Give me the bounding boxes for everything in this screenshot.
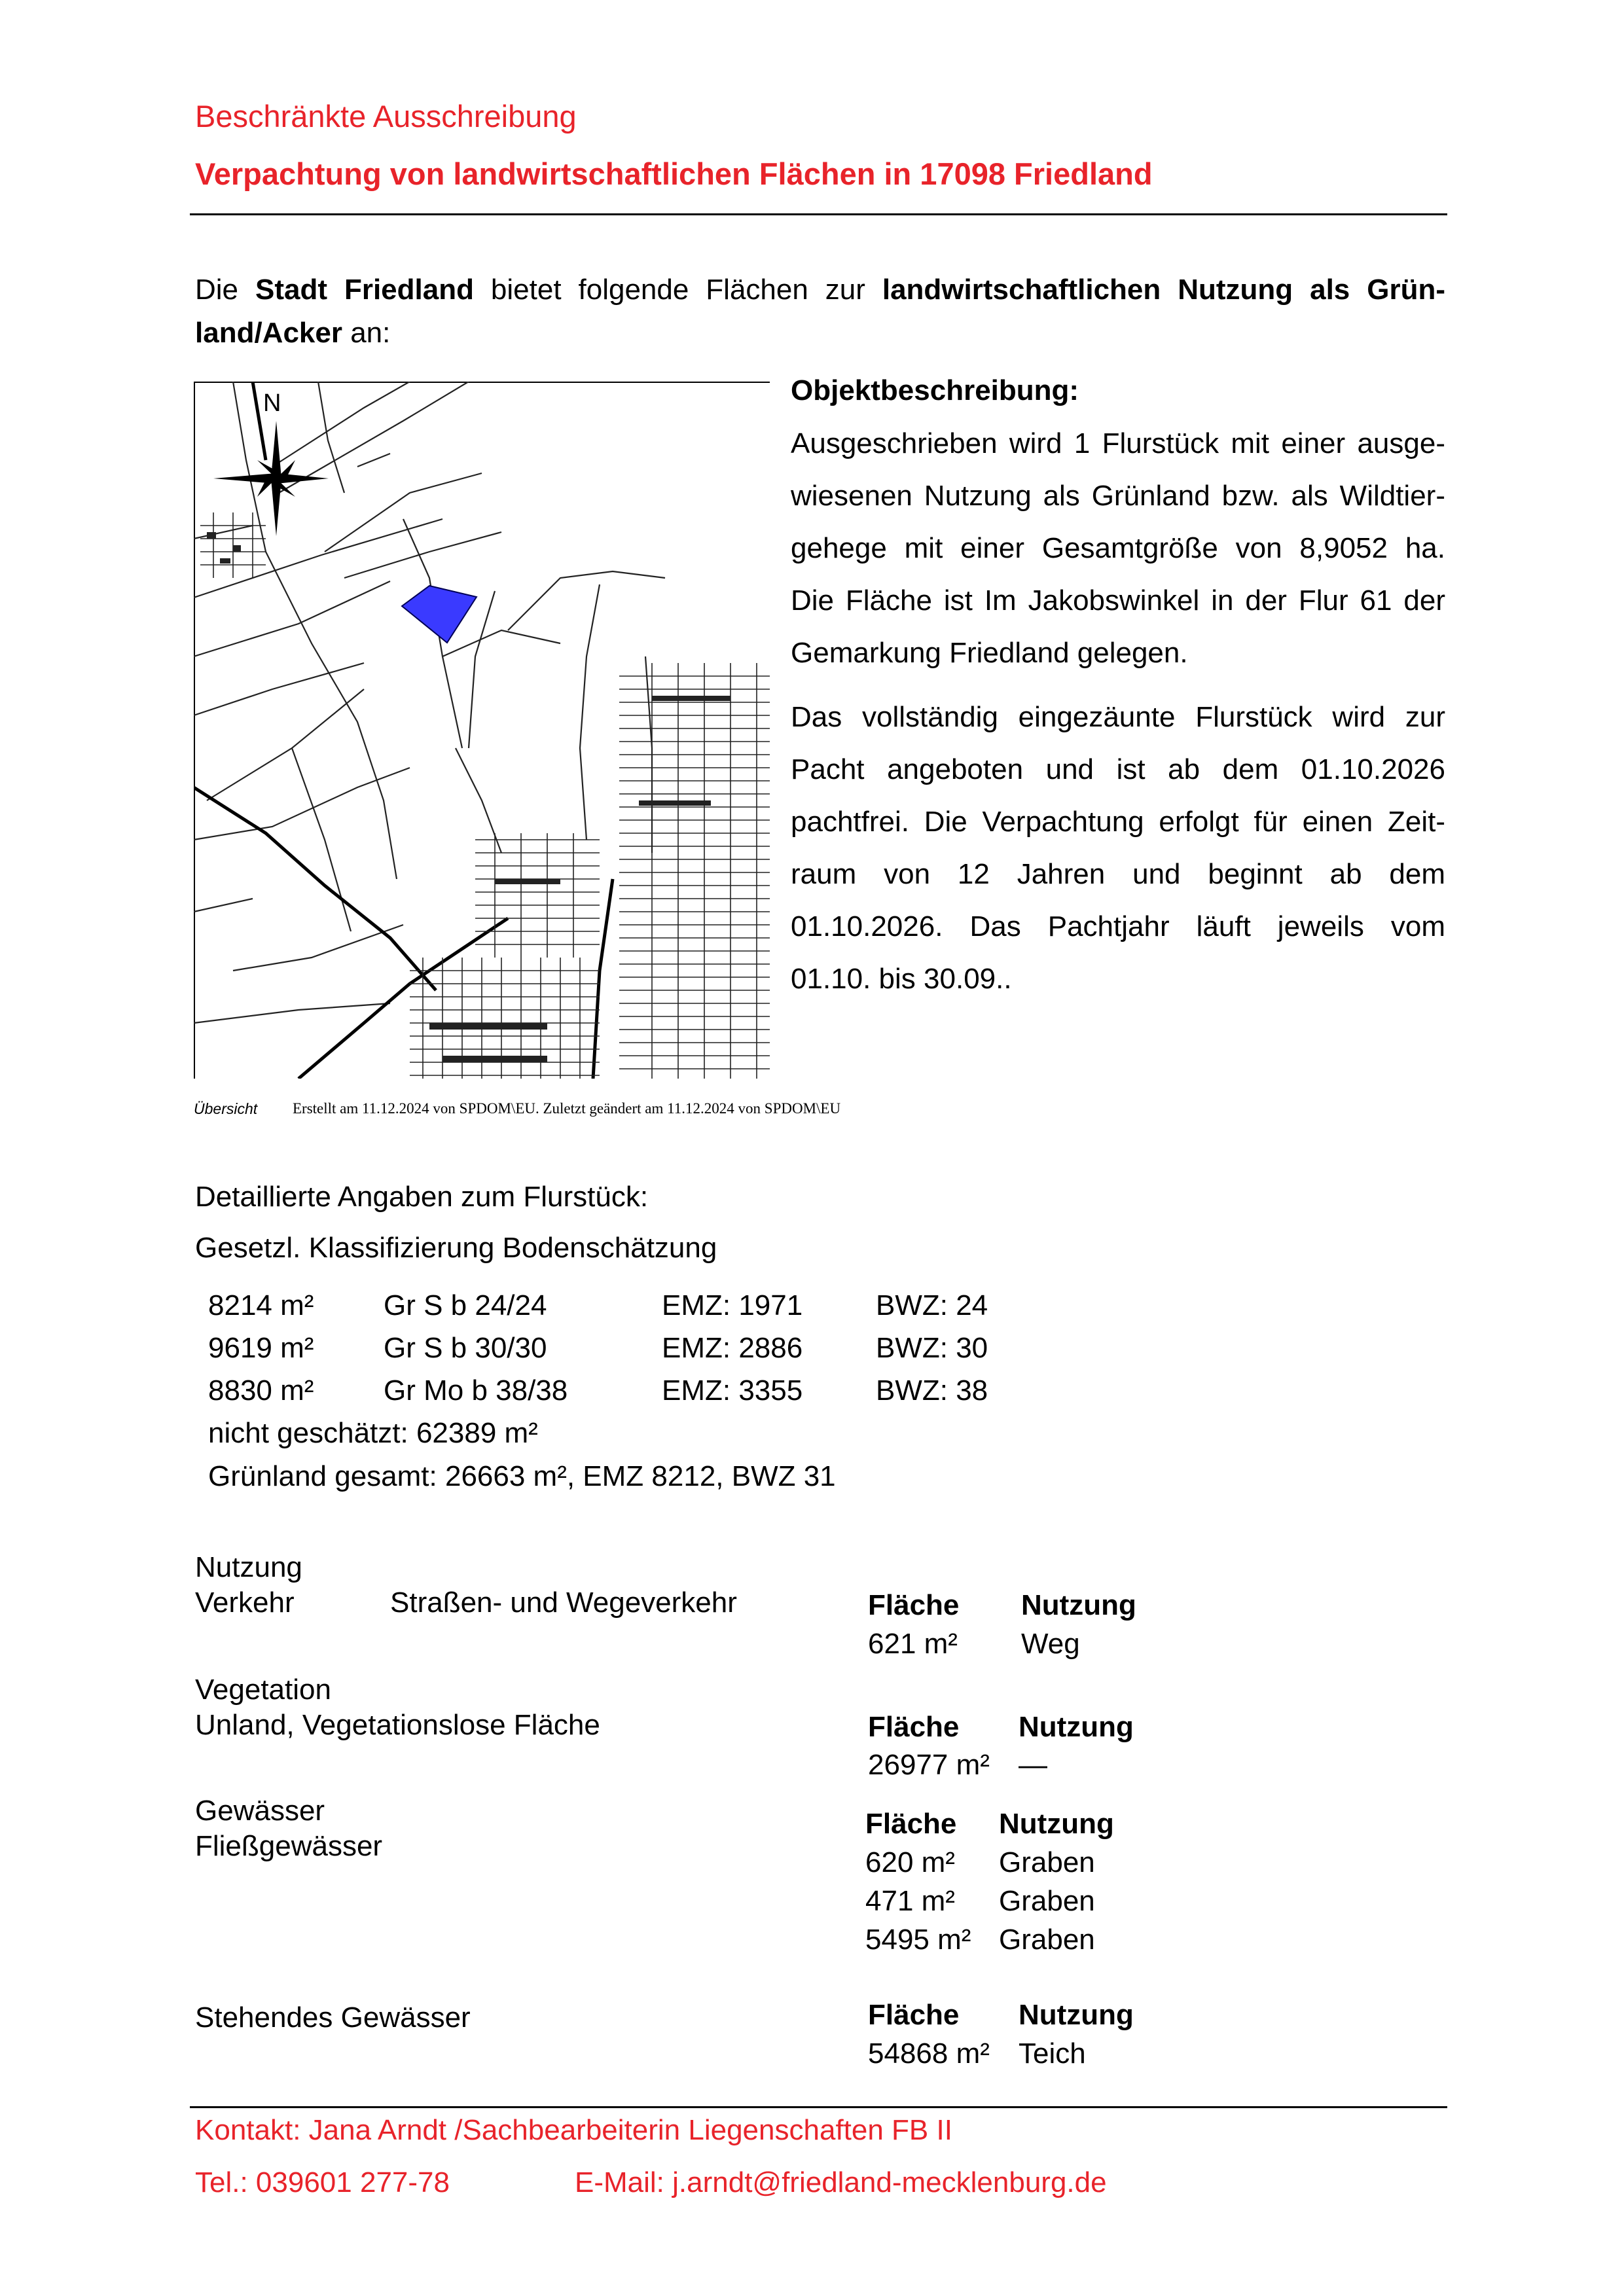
- contact-phone: Tel.: 039601 277-78: [195, 2166, 450, 2198]
- text-line: 01.10.2026. Das Pachtjahr läuft jeweils vom: [791, 910, 1445, 942]
- intro-line-2: [195, 317, 390, 350]
- usage-area: 26977 m²: [868, 1749, 990, 1781]
- text-line: 01.10. bis 30.09..: [791, 963, 1012, 995]
- soil-bwz: BWZ: 30: [876, 1332, 988, 1364]
- soil-area: 8830 m²: [208, 1374, 314, 1407]
- soil-class: Gr S b 30/30: [384, 1332, 547, 1364]
- usage-type: Graben: [999, 1846, 1095, 1878]
- vegetation-label: Unland, Vegetationslose Fläche: [195, 1709, 600, 1741]
- usage-type: Graben: [999, 1924, 1095, 1956]
- intro-emphasis: landwirtschaftlichen Nutzung als Grün-: [882, 274, 1445, 306]
- overview-map: [194, 382, 770, 1079]
- intro-text: Die: [195, 274, 255, 306]
- usage-area: 54868 m²: [868, 2037, 990, 2070]
- area-column-header: Fläche: [868, 1589, 960, 1621]
- object-paragraph-2: [791, 691, 1445, 1005]
- traffic-type: Straßen- und Wegeverkehr: [390, 1587, 737, 1619]
- text-line: Ausgeschrieben wird 1 Flurstück mit einer ausge-: [791, 427, 1445, 459]
- text-line: pachtfrei. Die Verpachtung erfolgt für einen Zeit-: [791, 806, 1445, 838]
- object-paragraph-1: [791, 418, 1445, 679]
- usage-column-header: Nutzung: [1019, 1711, 1134, 1743]
- document-title: Verpachtung von landwirtschaftlichen Flächen in 17098 Friedland: [195, 156, 1153, 191]
- area-column-header: Fläche: [868, 1711, 960, 1743]
- soil-emz: EMZ: 2886: [662, 1332, 803, 1364]
- usage-area: 471 m²: [865, 1885, 955, 1917]
- traffic-label: Verkehr: [195, 1587, 295, 1619]
- water-heading: Gewässer: [195, 1795, 325, 1827]
- footer-divider: [190, 2106, 1447, 2108]
- text-line: Die Fläche ist Im Jakobswinkel in der Flur 61 der: [791, 584, 1445, 617]
- usage-type: Graben: [999, 1885, 1095, 1917]
- soil-area: 9619 m²: [208, 1332, 314, 1364]
- text-line: Pacht angeboten und ist ab dem 01.10.2026: [791, 753, 1445, 785]
- area-column-header: Fläche: [865, 1808, 957, 1840]
- soil-emz: EMZ: 3355: [662, 1374, 803, 1407]
- object-heading: Objektbeschreibung:: [791, 374, 1079, 406]
- soil-emz: EMZ: 1971: [662, 1289, 803, 1321]
- intro-emphasis: land/Acker: [195, 317, 342, 349]
- area-column-header: Fläche: [868, 1999, 960, 2031]
- soil-area: 8214 m²: [208, 1289, 314, 1321]
- usage-type: Teich: [1019, 2037, 1086, 2070]
- details-subheading: Gesetzl. Klassifizierung Bodenschätzung: [195, 1232, 717, 1264]
- soil-bwz: BWZ: 24: [876, 1289, 988, 1321]
- intro-line-1: [195, 264, 1445, 315]
- header-divider: [190, 213, 1447, 215]
- intro-text: an:: [342, 317, 391, 349]
- map-caption-text: Erstellt am 11.12.2024 von SPDOM\EU. Zuletzt geändert am 11.12.2024 von SPDOM\EU: [293, 1100, 841, 1117]
- text-line: raum von 12 Jahren und beginnt ab dem: [791, 858, 1445, 890]
- grassland-total: Grünland gesamt: 26663 m², EMZ 8212, BWZ 31: [208, 1460, 836, 1492]
- usage-area: 621 m²: [868, 1628, 958, 1660]
- text-line: Gemarkung Friedland gelegen.: [791, 637, 1188, 669]
- usage-area: 620 m²: [865, 1846, 955, 1878]
- text-line: Das vollständig eingezäunte Flurstück wird zur: [791, 701, 1445, 733]
- standing-water-label: Stehendes Gewässer: [195, 2001, 471, 2034]
- text-line: wiesenen Nutzung als Grünland bzw. als Wildtier-: [791, 480, 1445, 512]
- text-line: gehege mit einer Gesamtgröße von 8,9052 ha.: [791, 532, 1445, 564]
- usage-column-header: Nutzung: [1019, 1999, 1134, 2031]
- details-heading: Detaillierte Angaben zum Flurstück:: [195, 1181, 649, 1213]
- usage-area: 5495 m²: [865, 1924, 971, 1956]
- soil-class: Gr S b 24/24: [384, 1289, 547, 1321]
- contact-person: Kontakt: Jana Arndt /Sachbearbeiterin Liegenschaften FB II: [195, 2114, 952, 2146]
- usage-column-header: Nutzung: [999, 1808, 1114, 1840]
- north-label: N: [263, 389, 281, 417]
- water-label: Fließgewässer: [195, 1830, 383, 1862]
- soil-class: Gr Mo b 38/38: [384, 1374, 568, 1407]
- usage-type: —: [1019, 1749, 1047, 1781]
- usage-type: Weg: [1021, 1628, 1080, 1660]
- not-rated-area: nicht geschätzt: 62389 m²: [208, 1417, 538, 1449]
- usage-column-header: Nutzung: [1021, 1589, 1136, 1621]
- vegetation-heading: Vegetation: [195, 1674, 331, 1706]
- contact-email[interactable]: E-Mail: j.arndt@friedland-mecklenburg.de: [575, 2166, 1107, 2198]
- intro-emphasis: Stadt Friedland: [255, 274, 474, 306]
- document-subtitle: Beschränkte Ausschreibung: [195, 99, 577, 134]
- soil-bwz: BWZ: 38: [876, 1374, 988, 1407]
- usage-heading: Nutzung: [195, 1551, 302, 1583]
- intro-text: bietet folgende Flächen zur: [473, 274, 882, 306]
- map-caption-label: Übersicht: [194, 1100, 258, 1117]
